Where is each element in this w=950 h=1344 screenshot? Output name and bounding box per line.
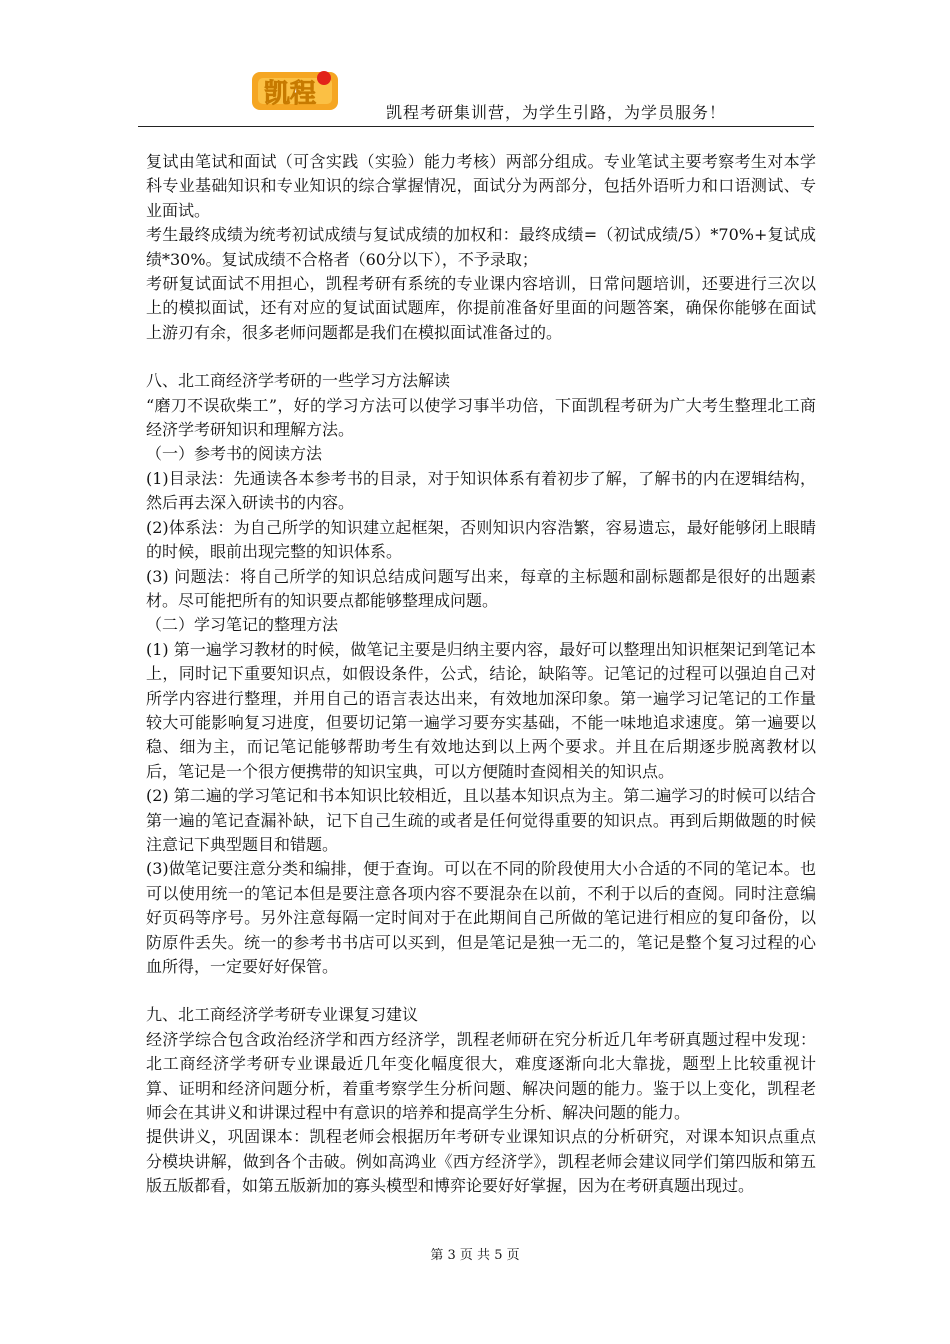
- paragraph: (1) 第一遍学习教材的时候，做笔记主要是归纳主要内容，最好可以整理出知识框架记到笔记本上，同时记下重要知识点，如假设条件，公式，结论，缺陷等。记笔记的过程可以强迫自己对所学内容进行整理，并用自己的语言表达出来，有效地加深印象。第一遍学习记笔记的工作量较大可能影响复习进度，但要切记第一遍学习要夯实基础，不能一味地追求速度。第一遍要以稳、细为主，而记笔记能够帮助考生有效地达到以上两个要求。并且在后期逐步脱离教材以后，笔记是一个很方便携带的知识宝典，可以方便随时查阅相关的知识点。: [146, 639, 816, 781]
- page-number: 第 3 页 共 5 页: [430, 1248, 520, 1263]
- document-body: [146, 150, 816, 1199]
- paragraph: 九、北工商经济学考研专业课复习建议: [146, 1005, 419, 1025]
- paragraph: [146, 345, 816, 369]
- paragraph: 复试由笔试和面试（可含实践（实验）能力考核）两部分组成。专业笔试主要考察考生对本学科专业基础知识和专业知识的综合掌握情况，面试分为两部分，包括外语听力和口语测试、专业面试。: [146, 152, 816, 220]
- paragraph: (2) 第二遍的学习笔记和书本知识比较相近，且以基本知识点为主。第二遍学习的时候可以结合第一遍的笔记查漏补缺，记下自己生疏的或者是任何觉得重要的知识点。再到后期做题的时候注意记下典型题目和错题。: [146, 786, 816, 854]
- paragraph: 八、北工商经济学考研的一些学习方法解读: [146, 371, 451, 391]
- paragraph: 考生最终成绩为统考初试成绩与复试成绩的加权和：最终成绩=（初试成绩/5）*70%+复试成绩*30%。复试成绩不合格者（60分以下），不予录取；: [146, 225, 816, 269]
- paragraph: [146, 979, 816, 1003]
- paragraph: （二）学习笔记的整理方法: [146, 615, 339, 635]
- paragraph: (3) 问题法：将自己所学的知识总结成问题写出来，每章的主标题和副标题都是很好的出题素材。尽可能把所有的知识要点都能够整理成问题。: [146, 566, 816, 610]
- page-header: [138, 60, 814, 127]
- paragraph: (2)体系法：为自己所学的知识建立起框架，否则知识内容浩繁，容易遗忘，最好能够闭上眼睛的时候，眼前出现完整的知识体系。: [146, 517, 816, 562]
- kaicheng-logo-icon: [250, 64, 340, 118]
- paragraph: (1)目录法：先通读各本参考书的目录，对于知识体系有着初步了解，了解书的内在逻辑结构，然后再去深入研读书的内容。: [146, 468, 816, 513]
- paragraph: 考研复试面试不用担心，凯程考研有系统的专业课内容培训，日常问题培训，还要进行三次以上的模拟面试，还有对应的复试面试题库，你提前准备好里面的问题答案，确保你能够在面试上游刃有余，很多老师问题都是我们在模拟面试准备过的。: [146, 274, 816, 342]
- logo-text: 凯程: [263, 79, 317, 109]
- paragraph: (3)做笔记要注意分类和编排，便于查询。可以在不同的阶段使用大小合适的不同的笔记本。也可以使用统一的笔记本但是要注意各项内容不要混杂在以前，不利于以后的查阅。同时注意编好页码等序号。另外注意每隔一定时间对于在此期间自己所做的笔记进行相应的复印备份，以防原件丢失。统一的参考书书店可以买到，但是笔记是独一无二的，笔记是整个复习过程的心血所得，一定要好好保管。: [146, 859, 816, 976]
- paragraph: 提供讲义，巩固课本：凯程老师会根据历年考研专业课知识点的分析研究，对课本知识点重点分模块讲解，做到各个击破。例如高鸿业《西方经济学》，凯程老师会建议同学们第四版和第五版五版都看，如第五版新加的寡头模型和博弈论要好好掌握，因为在考研真题出现过。: [146, 1127, 816, 1196]
- paragraph: （一）参考书的阅读方法: [146, 444, 323, 464]
- header-slogan: 凯程考研集训营，为学生引路，为学员服务！: [386, 103, 727, 122]
- paragraph: “磨刀不误砍柴工”，好的学习方法可以使学习事半功倍，下面凯程考研为广大考生整理北工商经济学考研知识和理解方法。: [146, 395, 816, 440]
- paragraph: 经济学综合包含政治经济学和西方经济学，凯程老师研在究分析近几年考研真题过程中发现：北工商经济学考研专业课最近几年变化幅度很大，难度逐渐向北大靠拢，题型上比较重视计算、证明和经济问题分析，着重考察学生分析问题、解决问题的能力。鉴于以上变化，凯程老师会在其讲义和讲课过程中有意识的培养和提高学生分析、解决问题的能力。: [146, 1029, 816, 1123]
